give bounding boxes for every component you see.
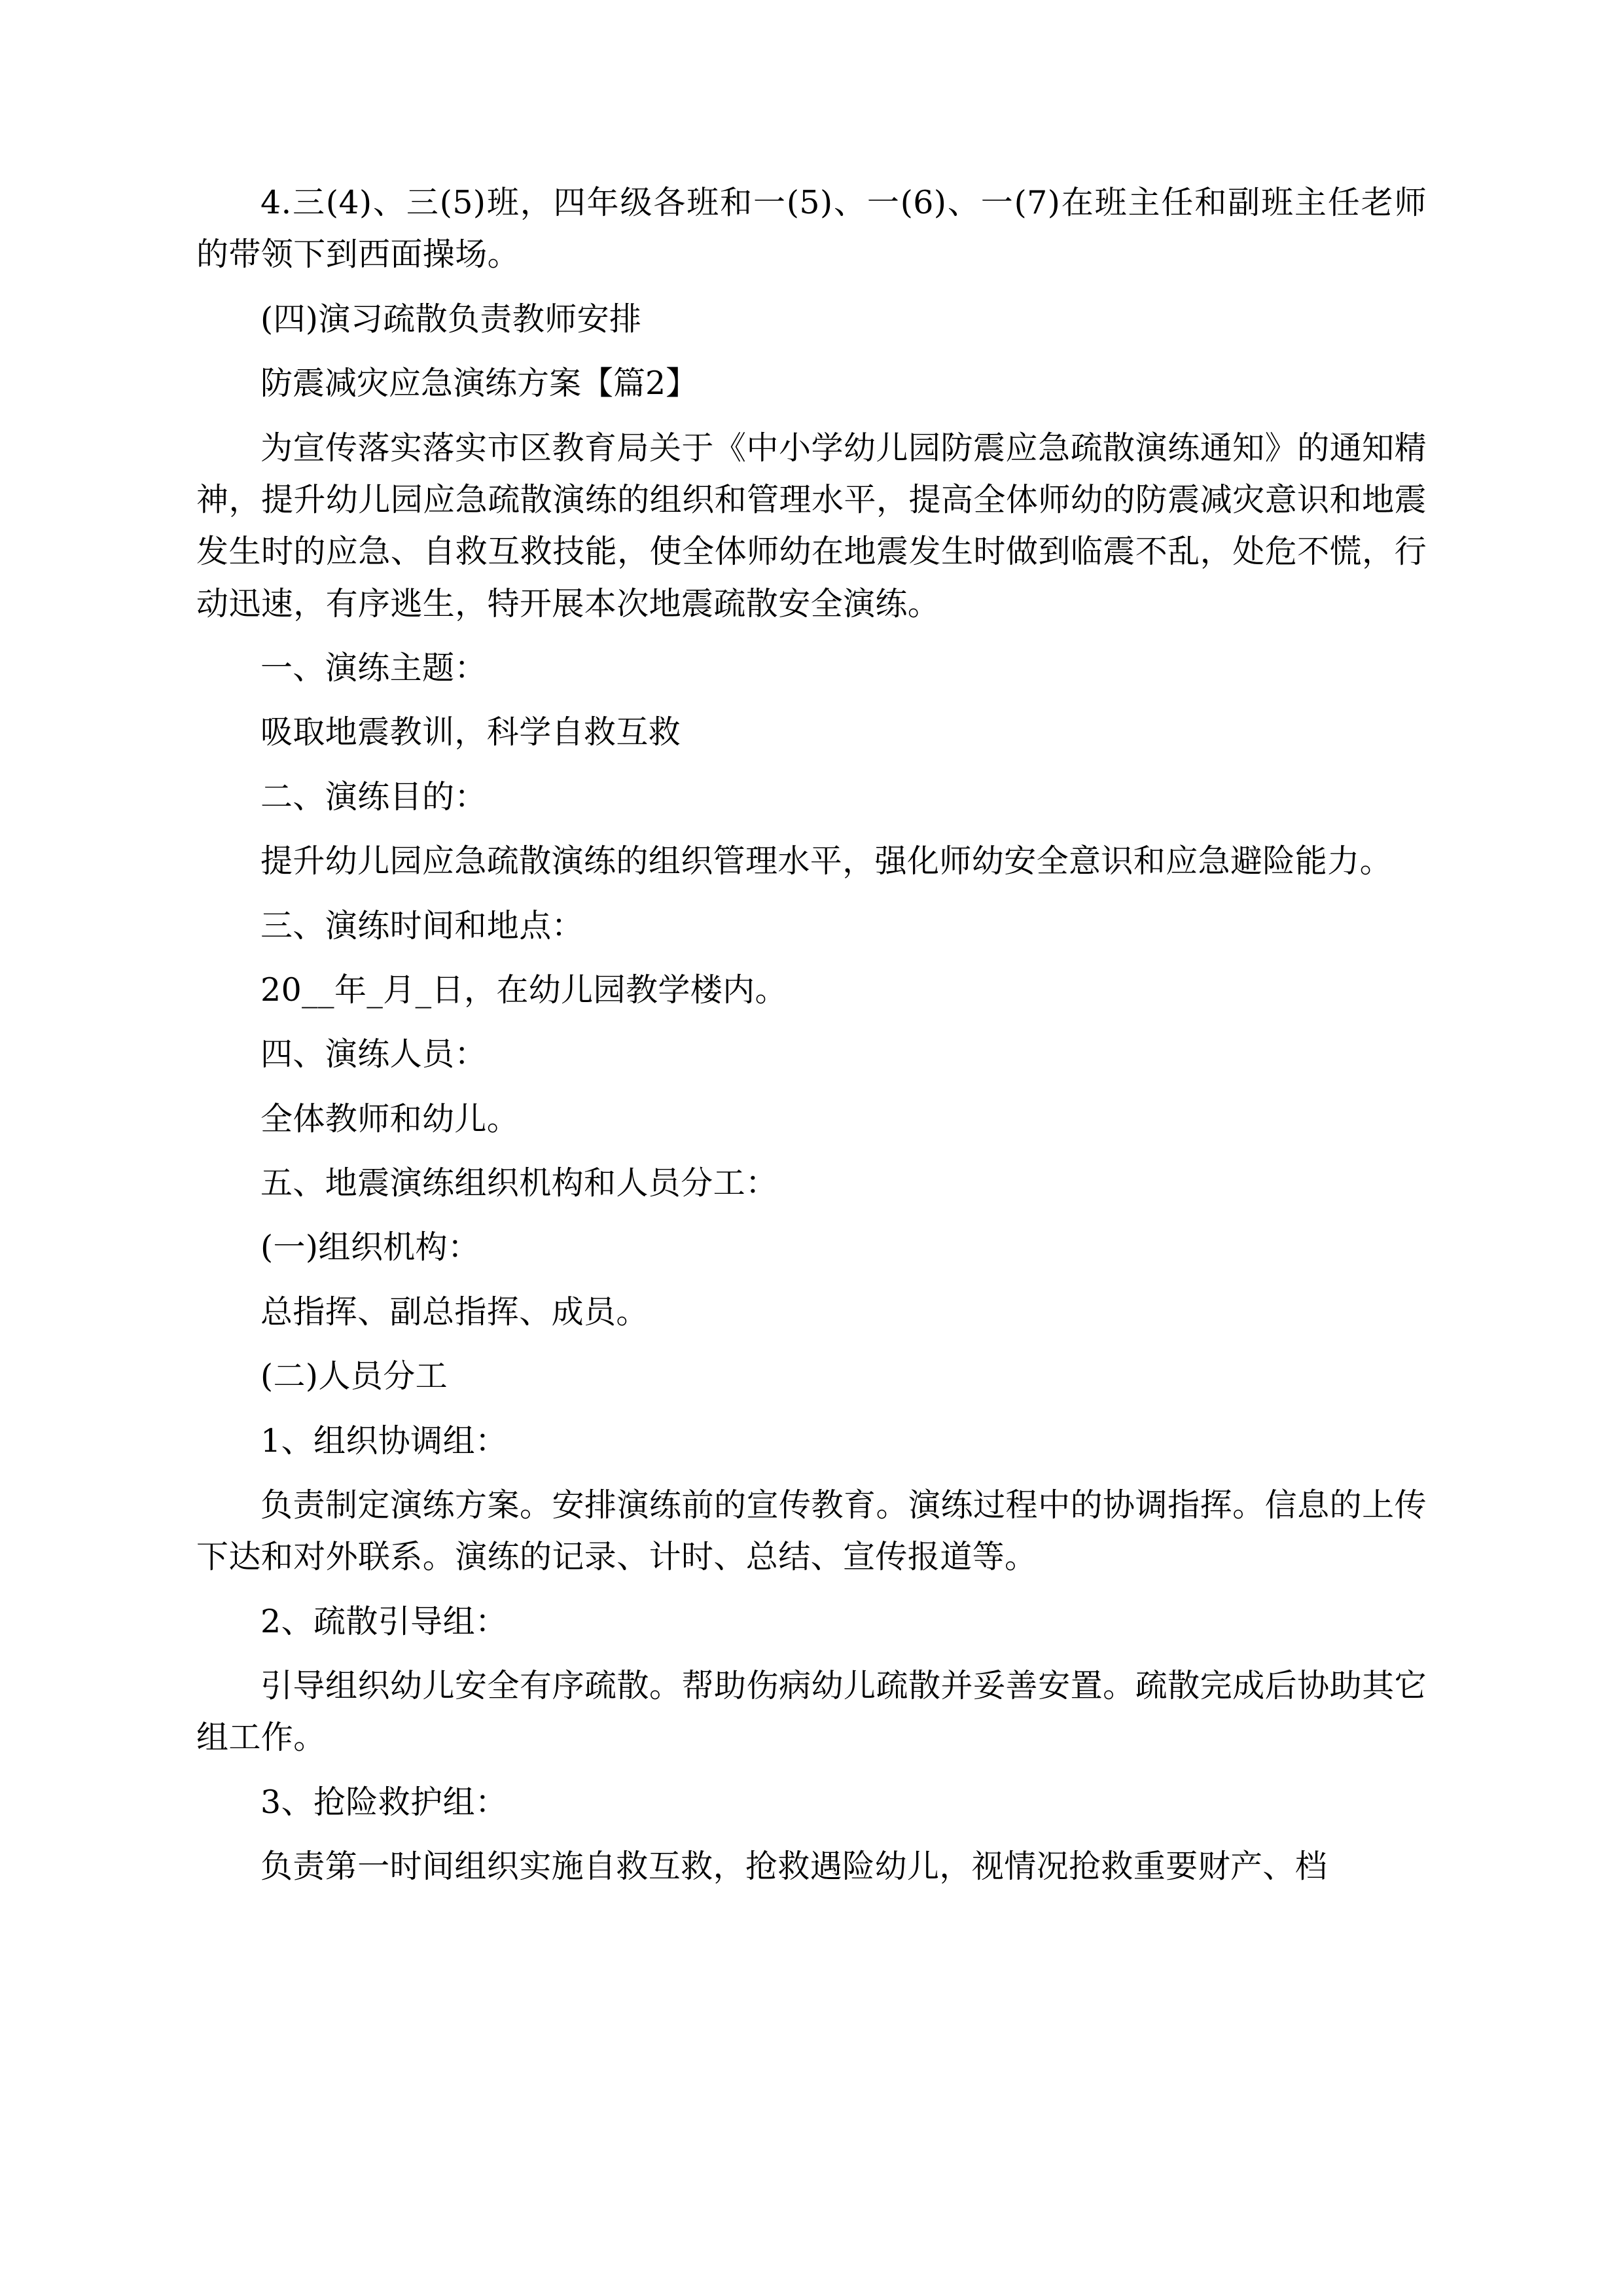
paragraph-item-4-class-arrangement: 4.三(4)、三(5)班，四年级各班和一(5)、一(6)、一(7)在班主任和副班主任老师的带领下到西面操场。	[196, 184, 1427, 274]
group-2-content: 引导组织幼儿安全有序疏散。帮助伤病幼儿疏散并妥善安置。疏散完成后协助其它组工作。	[196, 1667, 1427, 1757]
group-1-title: 1、组织协调组：	[260, 1422, 508, 1460]
sub-heading-two-division: (二)人员分工	[260, 1357, 448, 1395]
heading-one-theme: 一、演练主题：	[260, 649, 487, 687]
sub-heading-one-organization: (一)组织机构：	[260, 1229, 480, 1266]
heading-five-organization: 五、地震演练组织机构和人员分工：	[260, 1164, 778, 1202]
paragraph-intro: 为宣传落实落实市区教育局关于《中小学幼儿园防震应急疏散演练通知》的通知精神，提升幼儿园应急疏散演练的组织和管理水平，提高全体师幼的防震减灾意识和地震发生时的应急、自救互救技能，使全体师幼在地震发生时做到临震不乱，处危不慌，行动迅速，有序逃生，特开展本次地震疏散安全演练。	[196, 429, 1427, 622]
group-1-content: 负责制定演练方案。安排演练前的宣传教育。演练过程中的协调指挥。信息的上传下达和对外联系。演练的记录、计时、总结、宣传报道等。	[196, 1486, 1427, 1576]
group-3-content: 负责第一时间组织实施自救互救，抢救遇险幼儿，视情况抢救重要财产、档	[260, 1848, 1328, 1886]
heading-three-time-place: 三、演练时间和地点：	[260, 906, 584, 944]
heading-four-personnel: 四、演练人员：	[260, 1035, 487, 1073]
document-body	[196, 177, 1427, 1893]
paragraph-time-place-content: 20__年_月_日，在幼儿园教学楼内。	[260, 971, 787, 1009]
paragraph-personnel-content: 全体教师和幼儿。	[260, 1100, 520, 1138]
paragraph-purpose-content: 提升幼儿园应急疏散演练的组织管理水平，强化师幼安全意识和应急避险能力。	[260, 842, 1393, 880]
plan-title-part-2: 防震减灾应急演练方案【篇2】	[260, 365, 698, 403]
heading-two-purpose: 二、演练目的：	[260, 778, 487, 816]
paragraph-section-four-drill-teacher-arrangement: (四)演习疏散负责教师安排	[260, 300, 642, 338]
group-3-title: 3、抢险救护组：	[260, 1783, 508, 1821]
group-2-title: 2、疏散引导组：	[260, 1602, 508, 1640]
paragraph-organization-content: 总指挥、副总指挥、成员。	[260, 1293, 649, 1331]
paragraph-theme-content: 吸取地震教训，科学自救互救	[260, 713, 681, 751]
